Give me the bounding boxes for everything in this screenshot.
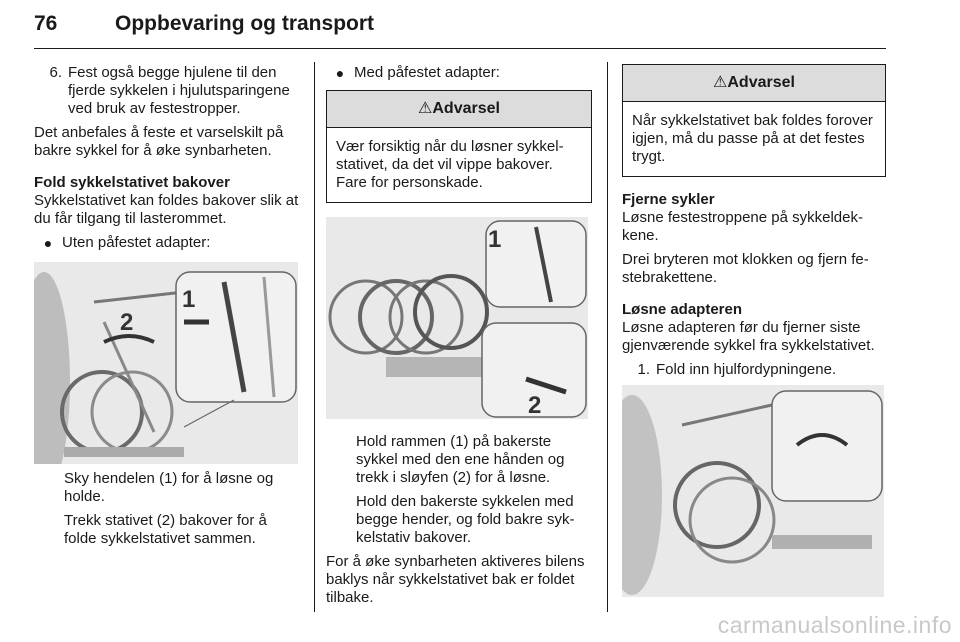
warning-text: Vær forsiktig når du løsner sykkelstativet, da det vil vippe bakover. Fare for personskade. xyxy=(336,138,564,191)
step-6 xyxy=(34,64,300,118)
warning-header xyxy=(623,65,885,102)
callout-2: 2 xyxy=(528,392,542,419)
instruction-2: Hold den bakerste sykkelen med begge hender, og fold bakre sykkelstativ bakover. xyxy=(356,493,575,546)
callout-1: 1 xyxy=(182,286,196,313)
step-1-text: Fold inn hjulfordypningene. xyxy=(656,361,837,378)
callout-1: 1 xyxy=(488,226,502,253)
wheel-holder-illustration xyxy=(622,385,884,597)
remove-text-2: Drei bryteren mot klokken og fjern festebrakettene. xyxy=(622,251,869,286)
figure-fold-without-adapter xyxy=(34,262,298,464)
bullet-label: Med påfestet adapter: xyxy=(354,64,500,81)
remove-heading: Fjerne sykler xyxy=(622,191,715,208)
figure-fold-wheel-holders xyxy=(622,385,884,597)
watermark: carmanualsonline.info xyxy=(717,612,952,638)
warning-title: Advarsel xyxy=(432,100,500,117)
bullet-with-adapter xyxy=(326,64,592,82)
instruction-2: Trekk stativet (2) bakover for å folde sykkelstativet sammen. xyxy=(64,512,267,547)
column-divider-2 xyxy=(607,62,608,612)
figure-fold-with-adapter xyxy=(326,217,588,419)
step-1 xyxy=(622,361,886,379)
warning-icon: ⚠ xyxy=(418,100,433,117)
warning-box xyxy=(622,64,886,177)
bike-rack-illustration xyxy=(34,262,298,464)
bullet-label: Uten påfestet adapter: xyxy=(62,234,211,251)
column-2 xyxy=(326,64,592,607)
instruction-1: Hold rammen (1) på bakerste sykkel med den ene hånden og trekk i sløyfen (2) for å løsne. xyxy=(356,433,565,486)
step-6-text: Fest også begge hjulene til den fjerde sykkelen i hjulutsparingene ved bruk av festestropper. xyxy=(68,64,290,117)
adapter-heading: Løsne adapteren xyxy=(622,301,743,318)
warning-title: Advarsel xyxy=(727,74,795,91)
warning-header xyxy=(327,91,591,128)
recommend-text: Det anbefales å feste et varselskilt på bakre sykkel for å øke synbarheten. xyxy=(34,124,284,159)
column-divider-1 xyxy=(314,62,315,612)
column-3 xyxy=(622,64,886,597)
warning-icon: ⚠ xyxy=(713,74,728,91)
adapter-text: Løsne adapteren før du fjerner siste gjenværende sykkel fra sykkelstativet. xyxy=(622,319,875,354)
page-header xyxy=(34,4,886,49)
fold-heading: Fold sykkelstativet bakover xyxy=(34,174,230,191)
bullet-icon: ● xyxy=(335,65,345,81)
step-1-number: 1. xyxy=(637,361,650,378)
warning-box xyxy=(326,90,592,203)
bullet-without-adapter xyxy=(34,234,300,252)
warning-text: Når sykkelstativet bak foldes forover igjen, må du passe på at det festes trygt. xyxy=(632,112,873,165)
note-text: For å øke synbarheten aktiveres bilens baklys når sykkelstativet bak er foldet tilbake. xyxy=(326,553,585,606)
bullet-icon: ● xyxy=(43,235,53,251)
fold-text: Sykkelstativet kan foldes bakover slik at du får tilgang til lasterommet. xyxy=(34,192,299,227)
page-number: 76 xyxy=(34,12,58,35)
remove-text-1: Løsne festestroppene på sykkeldekkene. xyxy=(622,209,863,244)
callout-2: 2 xyxy=(120,309,134,336)
page-title: Oppbevaring og transport xyxy=(115,12,375,35)
step-6-number: 6. xyxy=(49,64,62,81)
bike-rack-adapter-illustration xyxy=(326,217,588,419)
instruction-1: Sky hendelen (1) for å løsne og holde. xyxy=(64,470,274,505)
column-1 xyxy=(34,64,300,548)
